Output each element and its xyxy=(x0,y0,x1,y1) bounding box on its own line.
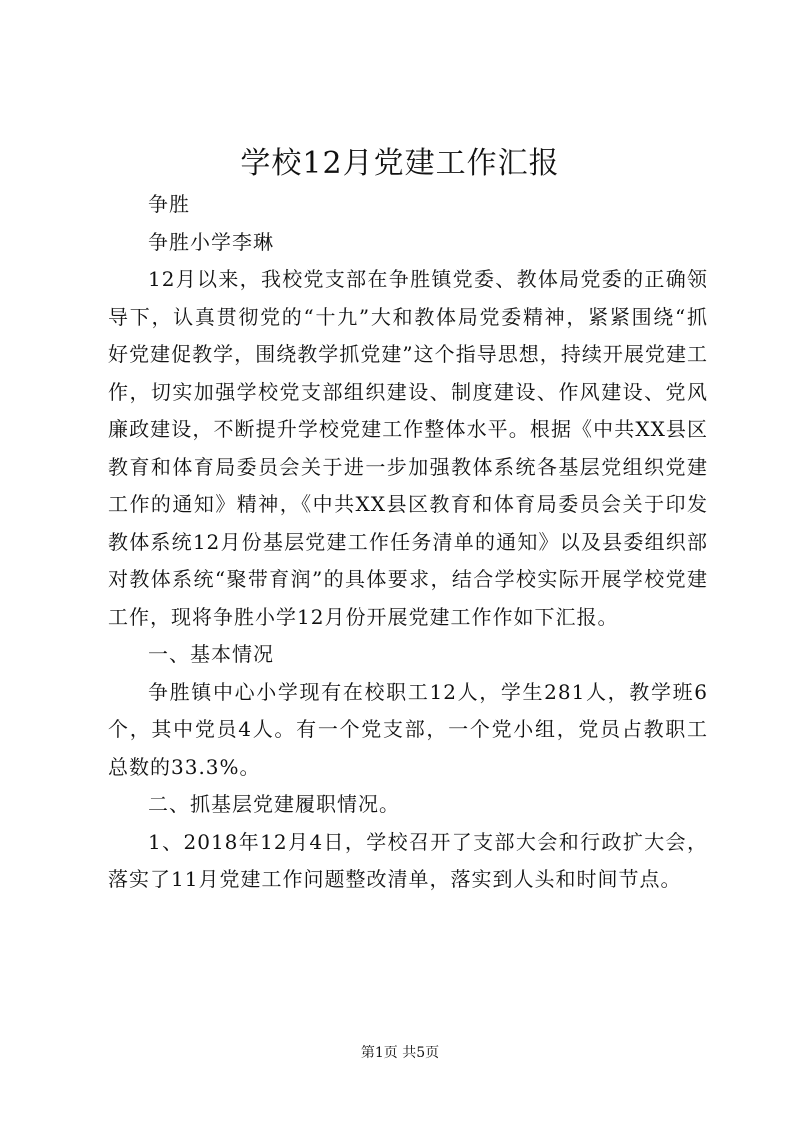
document-body xyxy=(108,186,708,899)
duty-item-1: 1、2018年12月4日，学校召开了支部大会和行政扩大会，落实了11月党建工作问题整改清单，落实到人头和时间节点。 xyxy=(108,829,708,891)
section-heading-basic: 一、基本情况 xyxy=(148,642,274,666)
page-footer: 第1页 共5页 xyxy=(360,1045,440,1061)
basic-info-paragraph: 争胜镇中心小学现有在校职工12人，学生281人，教学班6个，其中党员4人。有一个党支部，一个党小组，党员占教职工总数的33.3%。 xyxy=(108,679,708,779)
document-title: 学校12月党建工作汇报 xyxy=(240,146,560,181)
section-heading-duty: 二、抓基层党建履职情况。 xyxy=(148,792,400,816)
author-name: 争胜小学李琳 xyxy=(148,229,274,254)
intro-paragraph: 12月以来，我校党支部在争胜镇党委、教体局党委的正确领导下，认真贯彻党的“十九”大和教体局党委精神，紧紧围绕“抓好党建促教学，围绕教学抓党建”这个指导思想，持续开展党建工作，切实加强学校党支部组织建设、制度建设、作风建设、党风廉政建设，不断提升学校党建工作整体水平。根据《中共XX县区教育和体育局委员会关于进一步加强教体系统各基层党组织党建工作的通知》精神，《中共XX县区教育和体育局委员会关于印发教体系统12月份基层党建工作任务清单的通知》以及县委组织部对教体系统“聚带育润”的具体要求，结合学校实际开展学校党建工作，现将争胜小学12月份开展党建工作作如下汇报。 xyxy=(108,267,708,629)
author-location: 争胜 xyxy=(148,192,190,216)
